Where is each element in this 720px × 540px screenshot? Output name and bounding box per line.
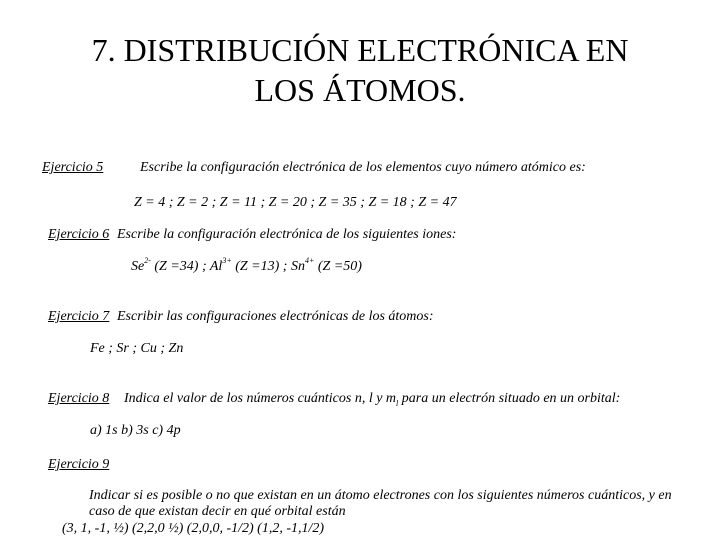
title-line-2: LOS ÁTOMOS. <box>254 72 466 108</box>
exercise-9-values: (3, 1, -1, ½) (2,2,0 ½) (2,0,0, -1/2) (1,2, -1,1/2) <box>62 521 325 536</box>
ion-al: Al <box>209 259 223 274</box>
ion-se-charge: 2- <box>144 256 151 265</box>
exercise-5-label: Ejercicio 5 <box>42 160 104 175</box>
title-line-1: 7. DISTRIBUCIÓN ELECTRÓNICA EN <box>91 32 629 68</box>
exercise-9-text: Indicar si es posible o no que existan en un átomo electrones con los siguientes números cuánticos, y en caso de que existan decir en qué orbital están <box>89 488 672 519</box>
exercise-6-text: Escribe la configuración electrónica de los siguientes iones: <box>117 227 457 242</box>
exercise-7-label: Ejercicio 7 <box>48 309 110 324</box>
exercise-7-text: Escribir las configuraciones electrónicas de los átomos: <box>117 309 434 324</box>
exercise-8-text-end: para un electrón situado en un orbital: <box>398 391 621 406</box>
page-title <box>0 30 720 110</box>
ion-sn: Sn <box>290 259 305 274</box>
exercise-9-label: Ejercicio 9 <box>48 457 110 472</box>
exercise-8-label: Ejercicio 8 <box>48 391 110 406</box>
ion-al-z: (Z =13) ; <box>235 259 288 274</box>
exercise-8-text-main: Indica el valor de los números cuánticos n, l y m <box>124 391 397 406</box>
exercise-6-label: Ejercicio 6 <box>48 227 110 242</box>
exercise-8-text-sub: l <box>396 398 399 408</box>
ion-al-charge: 3+ <box>222 256 232 265</box>
exercise-8-text <box>124 391 620 412</box>
ion-se-z: (Z =34) ; <box>154 259 207 274</box>
exercise-7-values: Fe ; Sr ; Cu ; Zn <box>90 341 184 356</box>
ion-sn-z: (Z =50) <box>317 259 362 274</box>
exercise-5-values: Z = 4 ; Z = 2 ; Z = 11 ; Z = 20 ; Z = 35 ; Z = 18 ; Z = 47 <box>134 195 457 210</box>
exercise-6-ions <box>131 256 362 275</box>
ion-se: Se <box>131 259 145 274</box>
ion-sn-charge: 4+ <box>304 256 315 265</box>
exercise-5-text: Escribe la configuración electrónica de los elementos cuyo número atómico es: <box>140 160 586 175</box>
exercise-8-values: a) 1s b) 3s c) 4p <box>90 423 181 438</box>
